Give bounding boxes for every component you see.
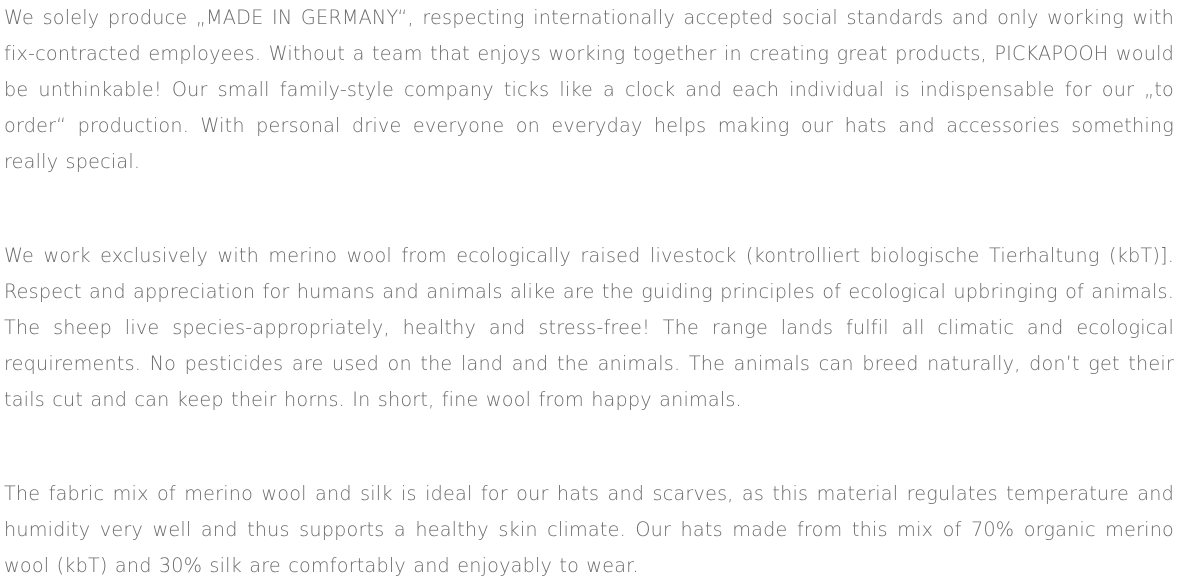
paragraph-made-in-germany: We solely produce „MADE IN GERMANY“, respecting internationally accepted social standards and only working with fix-contracted employees. Without a team that enjoys working together in creating great products, PICKAPOOH would be unthinkable! Our small family-style company ticks like a clock and each individual is indispensable for our „to order“ production. With personal drive everyone on everyday helps making our hats and accessories something really special. <box>4 6 1174 173</box>
article-body <box>4 0 1174 584</box>
paragraph-fabric-mix: The fabric mix of merino wool and silk is ideal for our hats and scarves, as this material regulates temperature and humidity very well and thus supports a healthy skin climate. Our hats made from this mix of 70% organic merino wool (kbT) and 30% silk are comfortably and enjoyably to wear. <box>4 482 1174 577</box>
paragraph-merino-wool: We work exclusively with merino wool from ecologically raised livestock (kontrolliert biologische Tierhaltung (kbT)]. Respect and appreciation for humans and animals alike are the guiding principles of ecological upbringing of animals. The sheep live species-appropriately, healthy and stress-free! The range lands fulfil all climatic and ecological requirements. No pesticides are used on the land and the animals. The animals can breed naturally, don’t get their tails cut and can keep their horns. In short, fine wool from happy animals. <box>4 244 1174 411</box>
